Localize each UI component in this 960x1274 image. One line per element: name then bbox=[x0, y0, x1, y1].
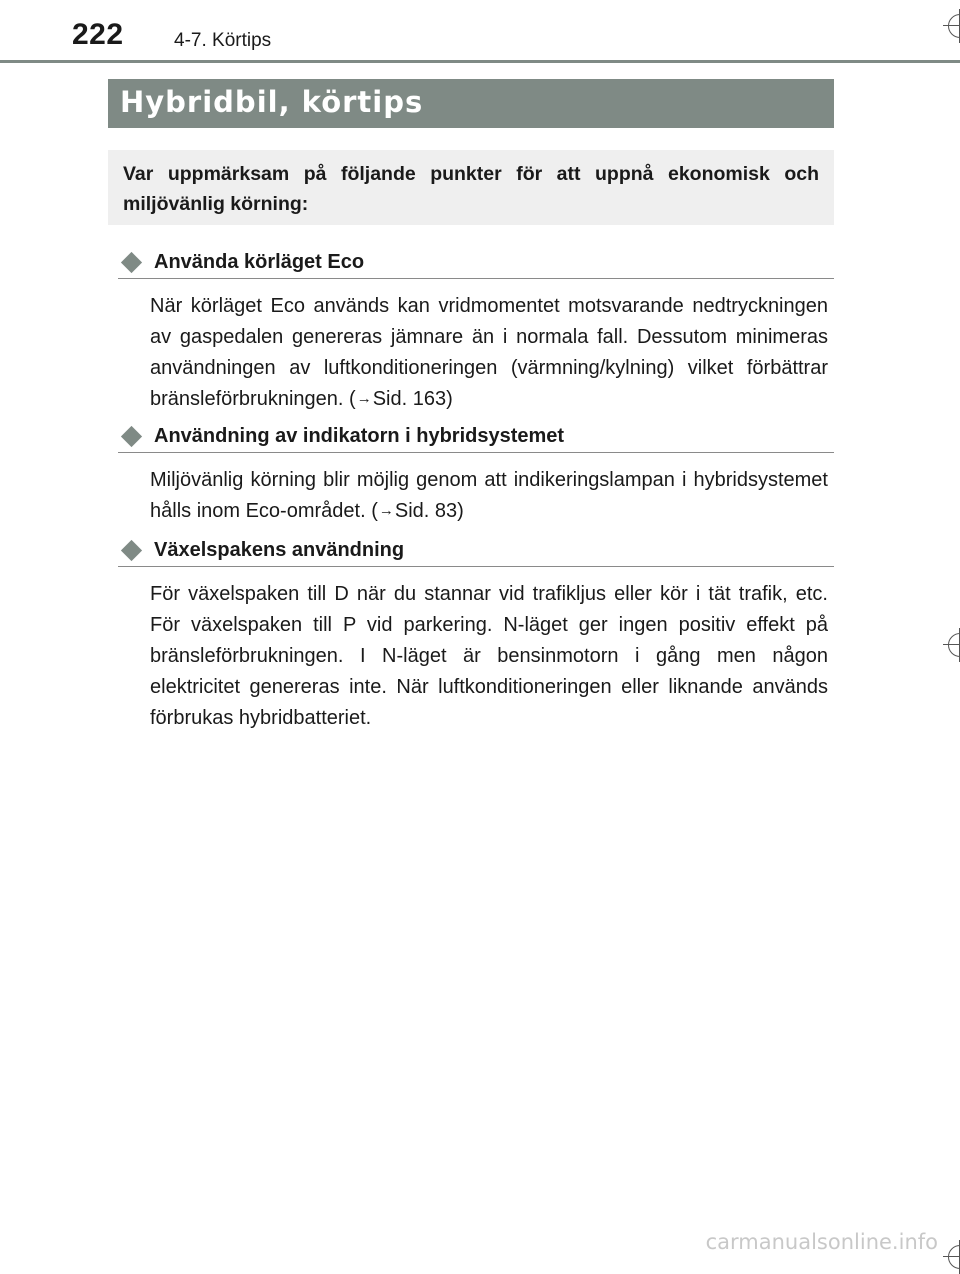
section-body: För växelspaken till D när du stannar vid trafikljus eller kör i tät trafik, etc. För växelspaken till P vid parkering. N-läget ger ingen positiv effekt på bränsleförbrukningen. I N-läget är bensinmotorn i gång men någon elektricitet genereras inte. När luftkonditioneringen eller liknande används förbrukas hybridbatteriet. bbox=[150, 583, 828, 729]
section-heading-text: Använda körläget Eco bbox=[154, 250, 365, 273]
header-rule bbox=[0, 60, 960, 63]
body-text-end: ) bbox=[446, 388, 453, 410]
diamond-bullet-icon bbox=[121, 251, 142, 272]
section-heading bbox=[118, 420, 834, 453]
diamond-bullet-icon bbox=[121, 539, 142, 560]
watermark: carmanualsonline.info bbox=[705, 1230, 938, 1254]
page-number: 222 bbox=[72, 18, 124, 51]
section-gear-lever bbox=[118, 534, 834, 734]
section-heading bbox=[118, 246, 834, 279]
chapter-label: 4-7. Körtips bbox=[174, 30, 272, 51]
arrow-right-icon: → bbox=[356, 390, 372, 407]
section-body bbox=[150, 291, 828, 416]
registration-mark-bottom-right bbox=[943, 1240, 960, 1274]
diamond-bullet-icon bbox=[121, 425, 142, 446]
section-body bbox=[150, 465, 828, 528]
page-reference-link[interactable]: Sid. 163 bbox=[372, 388, 447, 410]
body-text: Miljövänlig körning blir möjlig genom att indikeringslampan i hybridsystemet hålls inom Eco-området. ( bbox=[150, 469, 828, 522]
intro-box: Var uppmärksam på följande punkter för att uppnå ekonomisk och miljövänlig körning: bbox=[108, 150, 834, 225]
title-bar bbox=[108, 79, 834, 128]
page-title: Hybridbil, körtips bbox=[120, 85, 424, 119]
section-eco-mode bbox=[118, 246, 834, 416]
section-heading bbox=[118, 534, 834, 567]
registration-mark-top-right bbox=[943, 9, 960, 43]
arrow-right-icon: → bbox=[378, 502, 394, 519]
section-heading-text: Användning av indikatorn i hybridsystemet bbox=[154, 424, 565, 447]
section-hybrid-indicator bbox=[118, 420, 834, 528]
section-heading-text: Växelspakens användning bbox=[154, 538, 405, 561]
registration-mark-right bbox=[943, 628, 960, 662]
page-reference-link[interactable]: Sid. 83 bbox=[394, 500, 458, 522]
body-text: När körläget Eco används kan vridmomentet motsvarande nedtryckningen av gaspedalen genereras jämnare än i normala fall. Dessutom minimeras användningen av luftkonditioneringen (värmning/kylning) vilket förbättrar bränsleförbrukningen. ( bbox=[150, 295, 828, 410]
body-text-end: ) bbox=[457, 500, 464, 522]
